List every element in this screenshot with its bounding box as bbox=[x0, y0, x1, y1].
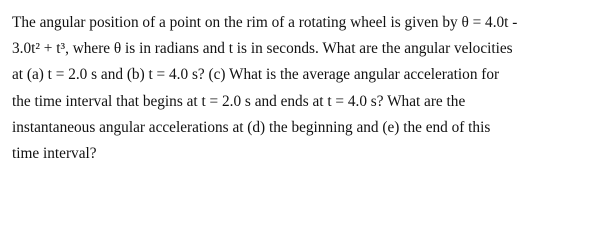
problem-line-4: the time interval that begins at t = 2.0 s and ends at t = 4.0 s? What are the bbox=[12, 92, 466, 110]
problem-line-2: 3.0t² + t³, where θ is in radians and t is in seconds. What are the angular velocities bbox=[12, 40, 513, 58]
problem-line-1: The angular position of a point on the rim of a rotating wheel is given by θ = 4.0t - bbox=[12, 14, 518, 31]
problem-text bbox=[12, 10, 602, 167]
problem-line-5: instantaneous angular accelerations at (d) the beginning and (e) the end of this bbox=[12, 118, 491, 136]
problem-line-6: time interval? bbox=[12, 144, 97, 162]
problem-line-3: at (a) t = 2.0 s and (b) t = 4.0 s? (c) What is the average angular acceleration for bbox=[12, 66, 500, 84]
